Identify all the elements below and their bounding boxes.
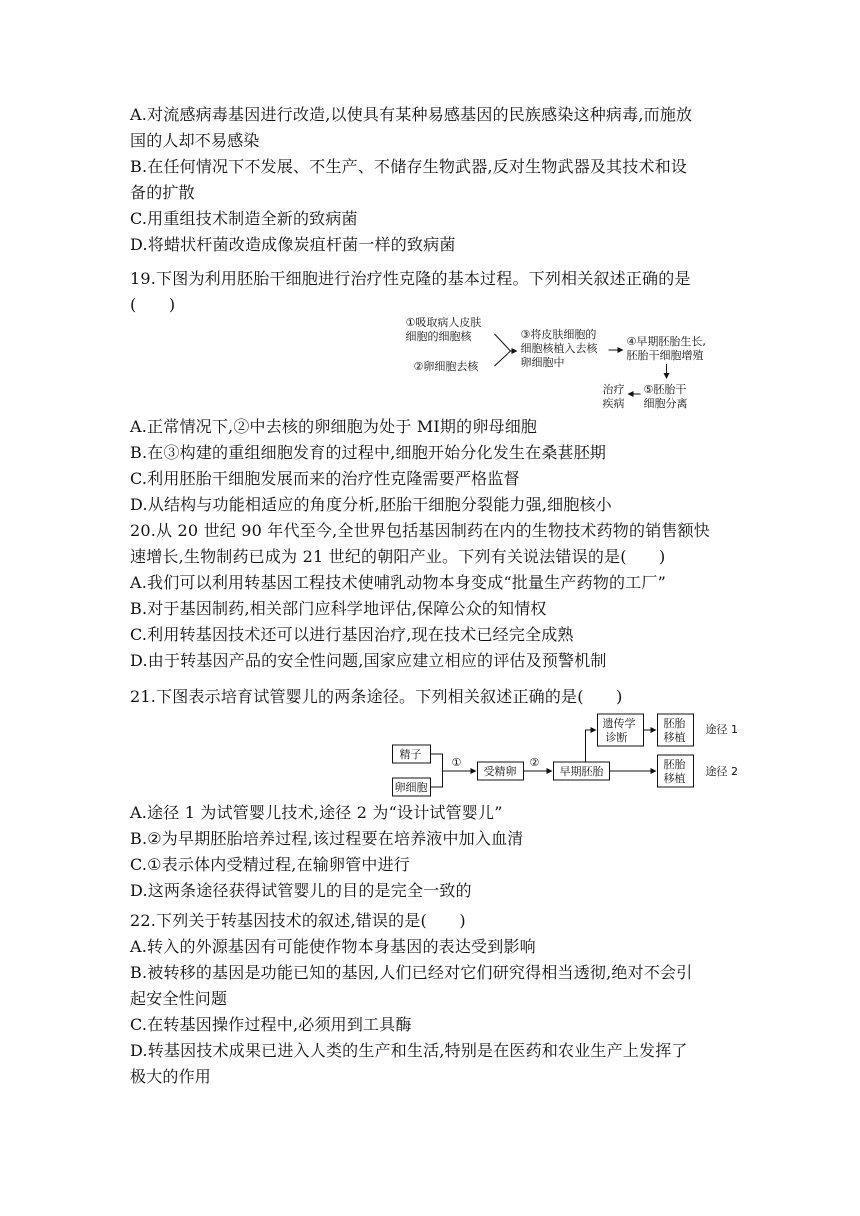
fig19-box1-line2: 细胞的细胞核	[405, 330, 472, 343]
fig19-merge-bracket	[495, 334, 511, 366]
q20-option-a: A.我们可以利用转基因工程技术使哺乳动物本身变成“批量生产药物的工厂”	[130, 573, 667, 592]
question-21-options	[130, 800, 735, 904]
fig21-transfer1-line1: 胚胎	[663, 717, 686, 730]
q18-option-c: C.用重组技术制造全新的致病菌	[130, 209, 358, 228]
question-19-stem	[130, 266, 735, 318]
fig21-sperm: 精子	[399, 748, 422, 761]
q22-option-a: A.转入的外源基因有可能使作物本身基因的表达受到影响	[130, 937, 536, 956]
q22-option-b-line2: 起安全性问题	[130, 989, 228, 1008]
fig21-genetic-line2: 诊断	[605, 731, 628, 744]
fig21-fert: 受精卵	[483, 765, 517, 778]
q22-option-c: C.在转基因操作过程中,必须用到工具酶	[130, 1015, 412, 1034]
q20-option-c: C.利用转基因技术还可以进行基因治疗,现在技术已经完全成熟	[130, 625, 574, 644]
q19-option-a: A.正常情况下,②中去核的卵细胞为处于 MⅠ期的卵母细胞	[130, 417, 538, 436]
q21-option-d: D.这两条途径获得试管婴儿的目的是完全一致的	[130, 881, 472, 900]
q22-stem: 22.下列关于转基因技术的叙述,错误的是( )	[130, 911, 466, 930]
q18-option-a-line2: 国的人却不易感染	[130, 131, 260, 150]
therapeutic-cloning-diagram	[270, 314, 860, 412]
q20-option-d: D.由于转基因产品的安全性问题,国家应建立相应的评估及预警机制	[130, 651, 607, 670]
fig19-box6-line2: 疾病	[602, 397, 625, 410]
q19-stem-line1: 19.下图为利用胚胎干细胞进行治疗性克隆的基本过程。下列相关叙述正确的是	[130, 269, 691, 288]
fig19-box3-line1: ③将皮肤细胞的	[520, 328, 597, 341]
fig21-path2-label: 途径 2	[705, 765, 738, 778]
q19-option-d: D.从结构与功能相适应的角度分析,胚胎干细胞分裂能力强,细胞核小	[130, 495, 612, 514]
q18-option-d: D.将蜡状杆菌改造成像炭疽杆菌一样的致病菌	[130, 235, 456, 254]
fig19-box3-line2: 细胞核植入去核	[520, 342, 598, 355]
q20-stem-line1: 20.从 20 世纪 90 年代至今,全世界包括基因制药在内的生物技术药物的销售额快	[130, 521, 710, 540]
fig19-box4-line2: 胚胎干细胞增殖	[626, 349, 704, 362]
fig19-box2: ②卵细胞去核	[413, 360, 479, 373]
fig19-box5-line1: ⑤胚胎干	[643, 383, 687, 396]
q19-option-b: B.在③构建的重组细胞发育的过程中,细胞开始分化发生在桑葚胚期	[130, 443, 607, 462]
q18-option-b-line2: 备的扩散	[130, 183, 195, 202]
q21-option-c: C.①表示体内受精过程,在输卵管中进行	[130, 855, 410, 874]
q18-option-b-line1: B.在任何情况下不发展、不生产、不储存生物武器,反对生物武器及其技术和设	[130, 157, 688, 176]
q21-option-a: A.途径 1 为试管婴儿技术,途径 2 为“设计试管婴儿”	[130, 803, 503, 822]
fig21-arrow-up	[586, 730, 596, 762]
q22-option-d-line1: D.转基因技术成果已进入人类的生产和生活,特别是在医药和农业生产上发挥了	[130, 1041, 688, 1060]
ivf-pathways-diagram	[260, 710, 860, 800]
fig19-box5-line2: 细胞分离	[643, 397, 688, 410]
q20-option-b: B.对于基因制药,相关部门应科学地评估,保障公众的知情权	[130, 599, 547, 618]
q22-option-b-line1: B.被转移的基因是功能已知的基因,人们已经对它们研究得相当透彻,绝对不会引	[130, 963, 693, 982]
fig21-step2: ②	[529, 756, 540, 769]
q20-stem-line2: 速增长,生物制药已成为 21 世纪的朝阳产业。下列有关说法错误的是( )	[130, 547, 666, 566]
fig21-transfer1-line2: 移植	[663, 731, 686, 744]
question-19-options	[130, 414, 735, 518]
q18-option-a-line1: A.对流感病毒基因进行改造,以使具有某种易感基因的民族感染这种病毒,而施放	[130, 105, 693, 124]
q21-option-b: B.②为早期胚胎培养过程,该过程要在培养液中加入血清	[130, 829, 524, 848]
q19-stem-line2: ( )	[130, 295, 176, 314]
question-20	[130, 518, 735, 674]
fig21-step1: ①	[451, 756, 462, 769]
fig19-box6-line1: 治疗	[602, 383, 625, 396]
fig21-merge-bracket	[431, 754, 443, 787]
fig21-path1-label: 途径 1	[705, 723, 738, 736]
q19-option-c: C.利用胚胎干细胞发展而来的治疗性克隆需要严格监督	[130, 469, 520, 488]
fig19-box3-line3: 卵细胞中	[520, 356, 565, 369]
question-21-stem	[130, 684, 735, 710]
fig21-early-embryo: 早期胚胎	[559, 765, 604, 778]
fig19-box1-line1: ①吸取病人皮肤	[405, 316, 482, 329]
fig21-transfer2-line2: 移植	[663, 772, 686, 785]
question-22	[130, 908, 735, 1090]
fig21-genetic-line1: 遗传学	[602, 717, 636, 730]
fig21-egg: 卵细胞	[394, 781, 428, 794]
fig21-transfer2-line1: 胚胎	[663, 758, 686, 771]
fig19-box4-line1: ④早期胚胎生长,	[626, 335, 706, 348]
q21-stem: 21.下图表示培育试管婴儿的两条途径。下列相关叙述正确的是( )	[130, 687, 623, 706]
q22-option-d-line2: 极大的作用	[130, 1067, 212, 1086]
question-18-options	[130, 102, 735, 258]
